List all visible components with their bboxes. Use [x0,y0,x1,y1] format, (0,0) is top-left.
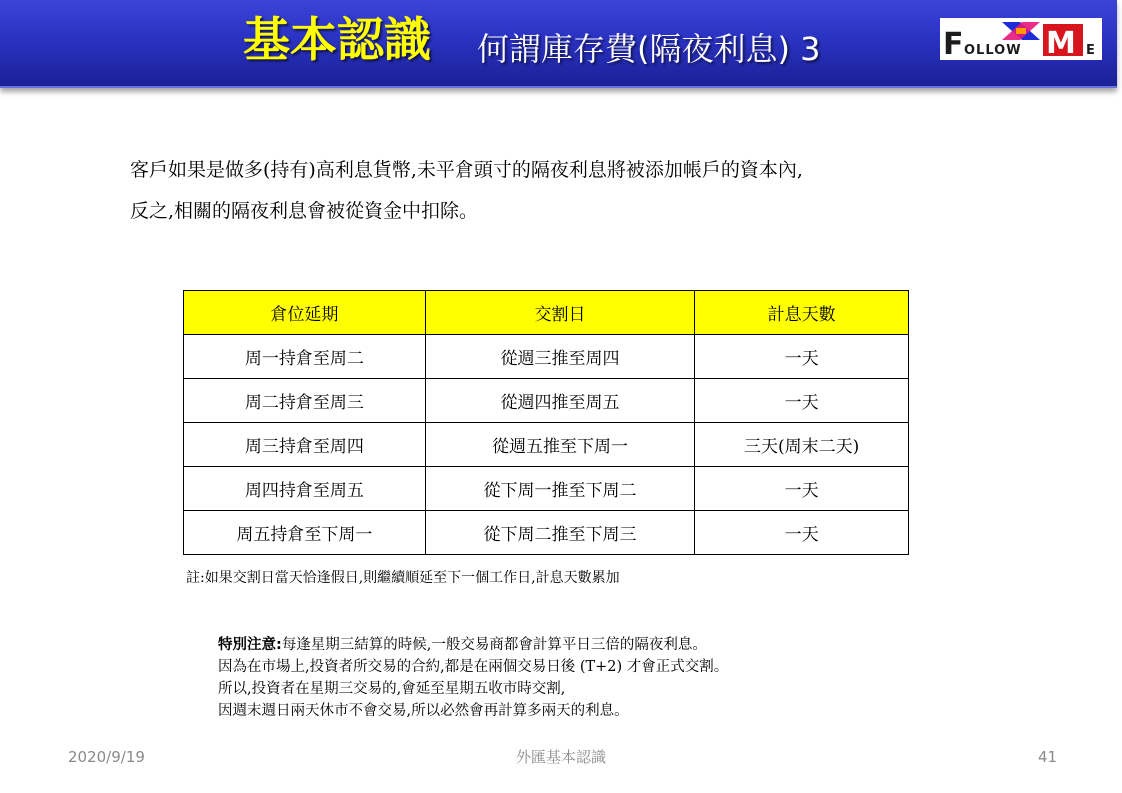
intro-text [130,150,1030,232]
table-cell: 周五持倉至下周一 [184,511,426,555]
title-bar [0,0,1117,88]
page-number: 41 [1038,748,1058,766]
footer-date: 2020/9/19 [68,748,145,766]
attention-line-4: 因週末週日兩天休市不會交易,所以必然會再計算多兩天的利息。 [218,703,629,719]
svg-text:OLLOW: OLLOW [964,43,1022,58]
intro-line-2: 反之,相關的隔夜利息會被從資金中扣除。 [130,200,479,222]
attention-line-2: 因為在市場上,投資者所交易的合約,都是在兩個交易日後 (T+2) 才會正式交割。 [218,659,729,675]
footer-title: 外匯基本認識 [515,748,606,766]
table-row [184,335,909,379]
table-footnote: 註:如果交割日當天恰逢假日,則繼續順延至下一個工作日,計息天數累加 [186,570,620,586]
table-cell: 一天 [695,467,909,511]
table-cell: 從週五推至下周一 [425,423,695,467]
table-cell: 三天(周末二天) [695,423,909,467]
table-row [184,467,909,511]
attention-line-1-text: 每逢星期三結算的時候,一般交易商都會計算平日三倍的隔夜利息。 [281,637,707,653]
svg-text:F: F [943,27,964,60]
table-header-row [184,291,909,335]
table-cell: 周四持倉至周五 [184,467,426,511]
table-cell: 周三持倉至周四 [184,423,426,467]
table-cell: 周二持倉至周三 [184,379,426,423]
followme-logo [940,18,1102,60]
table-cell: 從週三推至周四 [425,335,695,379]
table-row [184,511,909,555]
table-row [184,379,909,423]
table-cell: 一天 [695,379,909,423]
attention-line-3: 所以,投資者在星期三交易的,會延至星期五收市時交割, [218,681,566,697]
table-cell: 從下周二推至下周三 [425,511,695,555]
attention-line-1 [218,634,728,656]
table-cell: 一天 [695,511,909,555]
special-attention-block [218,634,728,722]
title-main: 基本認識 [243,13,431,68]
header-interest-days: 計息天數 [695,291,909,335]
title-sub: 何謂庫存費(隔夜利息) 3 [477,30,821,68]
attention-lead: 特別注意: [218,637,282,653]
table-cell: 周一持倉至周二 [184,335,426,379]
header-settlement-day: 交割日 [425,291,695,335]
header-position-rollover: 倉位延期 [184,291,426,335]
svg-text:M: M [1046,26,1076,60]
table-cell: 從週四推至周五 [425,379,695,423]
intro-line-1: 客戶如果是做多(持有)高利息貨幣,未平倉頭寸的隔夜利息將被添加帳戶的資本內, [130,159,803,181]
interest-days-table [183,290,909,555]
svg-text:E: E [1086,43,1095,58]
table-row [184,423,909,467]
table-cell: 從下周一推至下周二 [425,467,695,511]
table-cell: 一天 [695,335,909,379]
